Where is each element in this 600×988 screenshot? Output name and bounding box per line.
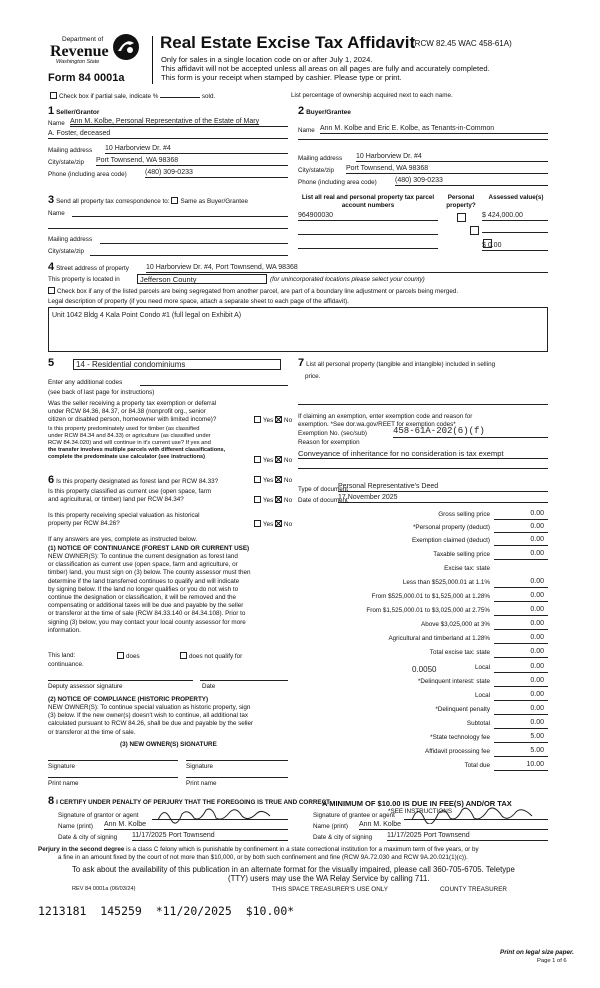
n1-line: or transferor at the time of sale (RCW 84.33.140 or 84.34.108). Prior to <box>48 610 246 618</box>
exemption-instruction-2: exemption. *See dor.wa.gov/REET for exemption codes* <box>298 421 456 428</box>
notice-continuance-text <box>48 553 296 635</box>
personal-col-header: Personal property? <box>446 194 476 209</box>
tax-row-field[interactable] <box>494 728 548 729</box>
header-note-3: This form is your receipt when stamped by cashier. Please type or print. <box>161 73 402 82</box>
section-3-number: 3 <box>48 194 55 206</box>
grantor-signature-field[interactable] <box>152 819 288 820</box>
n1-line: NEW OWNER(S): To continue the current designation as forest land <box>48 553 238 560</box>
tax-row-value: 0.00 <box>530 606 544 613</box>
tax-row-label: Exemption claimed (deduct) <box>411 537 490 544</box>
personal-property-checkbox-1[interactable] <box>457 213 466 222</box>
notice-compliance-title: (2) NOTICE OF COMPLIANCE (HISTORIC PROPERTY) <box>48 696 209 703</box>
tax-row-field[interactable] <box>494 601 548 602</box>
tax-corr-city-label: City/state/zip <box>48 248 85 255</box>
grantor-name-label: Name (print) <box>58 823 93 830</box>
tax-corr-address-field[interactable] <box>100 243 288 244</box>
tax-row-value: 0.00 <box>530 677 544 684</box>
owner-print-label-1: Print name <box>48 780 79 787</box>
section-7-row <box>298 357 495 370</box>
parcel-field-2[interactable] <box>298 234 438 235</box>
county-treasurer-label: COUNTY TREASURER <box>440 886 507 893</box>
tax-row-field[interactable] <box>494 559 548 560</box>
grantor-date-field[interactable]: 11/17/2025 Port Townsend <box>132 832 288 841</box>
dor-logo <box>48 33 148 73</box>
section-1-number: 1 <box>48 105 55 117</box>
owner-print-line-1[interactable] <box>48 777 178 778</box>
tax-corr-name-label: Name <box>48 210 65 217</box>
tax-row-label: From $525,000.01 to $1,525,000 at 1.28% <box>371 593 490 600</box>
form-title: Real Estate Excise Tax Affidavit <box>160 33 416 52</box>
tax-corr-city-field[interactable] <box>90 255 288 256</box>
segregated-row <box>48 287 458 296</box>
q2-yes-checkbox[interactable] <box>254 456 261 463</box>
personal-property-field[interactable] <box>298 404 548 405</box>
tax-corr-name-field[interactable] <box>72 216 288 217</box>
segregated-checkbox[interactable] <box>48 287 55 294</box>
tax-row-label: Above $3,025,000 at 3% <box>421 621 490 628</box>
deputy-date-label: Date <box>202 683 216 690</box>
seller-address-label: Mailing address <box>48 147 93 154</box>
dept-line1: Department of <box>62 36 104 43</box>
treasurer-use-label: THIS SPACE TREASURER'S USE ONLY <box>272 886 388 893</box>
q2-yes-no: Yes No <box>254 456 292 465</box>
parcel-field-3[interactable] <box>298 248 438 249</box>
buyer-phone-label: Phone (including area code) <box>298 179 377 186</box>
q5-no-checkbox[interactable] <box>275 520 282 527</box>
tax-row-label: *Delinquent penalty <box>435 706 490 713</box>
deputy-signature-line[interactable] <box>48 680 193 681</box>
perjury-notice: Perjury in the second degree is a class C felony which is punishable by confinement in a state correctional institution for a maximum term of five years, or by <box>38 846 479 853</box>
grantee-signature-field[interactable] <box>404 819 548 820</box>
exemption-reason-label: Reason for exemption <box>298 439 360 446</box>
tax-row-label: Subtotal <box>466 720 490 727</box>
n1-line: or classification as current use (open space, farm and agriculture, or <box>48 561 238 569</box>
q1-yes-no: Yes No <box>254 416 292 425</box>
q1-yes-checkbox[interactable] <box>254 416 261 423</box>
tax-row-field[interactable] <box>494 615 548 616</box>
assessed-value-2[interactable] <box>482 232 548 233</box>
tax-row-label: *Delinquent interest: state <box>417 678 490 685</box>
n2-line: or transferor at the time of sale. <box>48 728 136 736</box>
owner-signature-line-1[interactable] <box>48 760 178 761</box>
see-instructions-note: (see back of last page for instructions) <box>48 389 155 396</box>
q3-yes-checkbox[interactable] <box>254 476 261 483</box>
tax-corr-name-line2[interactable] <box>48 228 288 229</box>
header-note-2: This affidavit will not be accepted unless all areas on all pages are fully and accurately completed. <box>161 64 490 73</box>
form-number: Form 84 0001a <box>48 72 125 84</box>
tax-row-field[interactable] <box>494 643 548 644</box>
land-does-not-option: does not qualify for <box>180 652 242 661</box>
n1-line: continue the designation or classification, it will be removed and the <box>48 593 236 601</box>
tax-row-value: 0.00 <box>530 592 544 599</box>
tax-row-field[interactable] <box>494 756 548 757</box>
tax-row-field[interactable] <box>494 545 548 546</box>
timber-question-a: Is this property predominately used for timber (as classified <box>48 426 200 432</box>
seller-phone-field[interactable]: (480) 309-0233 <box>145 169 288 178</box>
q1-no-checkbox[interactable] <box>275 416 282 423</box>
tax-row-label: *Personal property (deduct) <box>412 524 490 531</box>
notice-continuance-title: (1) NOTICE OF CONTINUANCE (FOREST LAND OR CURRENT USE) <box>48 545 250 552</box>
county-select[interactable]: Jefferson County <box>137 274 267 284</box>
section-7-number: 7 <box>298 357 305 369</box>
legal-description-label: Legal description of property (if you need more space, attach a separate sheet to each page of the affidavit). <box>48 298 349 305</box>
unincorporated-note: (for unincorporated locations please select your county) <box>270 276 425 283</box>
revision-label: REV 84 0001a (06/03/24) <box>72 886 136 892</box>
tax-row-value: 10.00 <box>526 761 544 768</box>
grantor-name-field[interactable]: Ann M. Kolbe <box>104 821 288 830</box>
if-any-yes-note: If any answers are yes, complete as instructed below. <box>48 536 198 543</box>
timber-question-b: under RCW 84.34 and 84.33) or agriculture (as classified under <box>48 433 211 439</box>
tax-row-label: Local <box>474 664 490 671</box>
tax-row-label: Taxable selling price <box>433 551 490 558</box>
q3-yes-no: Yes No <box>254 476 292 485</box>
n1-line: signing (3) below, you may contact your local county assessor for more <box>48 618 246 626</box>
tax-row-value: 5.00 <box>530 747 544 754</box>
n1-line: compensating or additional taxes will be due and payable by the seller <box>48 602 244 610</box>
tax-row-value: 0.00 <box>530 550 544 557</box>
section-8-number: 8 <box>48 795 55 807</box>
grantor-date-label: Date & city of signing <box>58 834 118 841</box>
tax-row-field[interactable] <box>494 672 548 673</box>
exemption-number-label: Exemption No. (sec/sub) <box>298 430 367 437</box>
tax-row-label: From $1,525,000.01 to $3,025,000 at 2.75% <box>366 607 490 614</box>
q3-no-checkbox[interactable] <box>275 476 282 483</box>
grantee-date-field[interactable]: 11/17/2025 Port Townsend <box>387 832 548 841</box>
tax-row-field[interactable] <box>494 657 548 658</box>
street-address-label: Street address of property <box>56 265 129 272</box>
deputy-date-line[interactable] <box>200 680 288 681</box>
q4-yes-checkbox[interactable] <box>254 496 261 503</box>
certify-statement: I CERTIFY UNDER PENALTY OF PERJURY THAT THE FOREGOING IS TRUE AND CORRECT <box>56 799 331 806</box>
dept-state: Washington State <box>56 59 100 65</box>
grantee-name-label: Name (print) <box>313 823 348 830</box>
additional-codes-field[interactable] <box>140 385 288 386</box>
exemption-reason-line2[interactable] <box>298 468 548 469</box>
parcel-field-1[interactable]: 964900030 <box>298 212 438 221</box>
doc-type-field[interactable]: Personal Representative's Deed <box>338 483 548 492</box>
tax-row-value: 0.00 <box>530 620 544 627</box>
owner-print-line-2[interactable] <box>186 777 288 778</box>
section-3-header <box>48 194 248 207</box>
buyer-phone-field[interactable]: (480) 309-0233 <box>395 177 548 186</box>
personal-property-checkbox-2[interactable] <box>470 226 479 235</box>
this-land-label: This land: <box>48 652 76 659</box>
legal-paper-note: Print on legal size paper. <box>500 949 574 956</box>
owner-signature-line-2[interactable] <box>186 760 288 761</box>
legal-description-field[interactable] <box>48 307 548 352</box>
grantor-signature-label: Signature of grantor or agent <box>58 812 139 819</box>
buyer-address-label: Mailing address <box>298 155 343 162</box>
section-4-number: 4 <box>48 261 55 273</box>
tax-row-field[interactable] <box>494 532 548 533</box>
tax-row-label: Total due <box>464 762 490 769</box>
tax-row-label: Local <box>474 692 490 699</box>
section-2-title: Buyer/Grantee <box>306 109 351 116</box>
header-divider <box>152 36 153 84</box>
doc-date-label: Date of document <box>298 497 348 504</box>
tax-row-value: 0.00 <box>530 691 544 698</box>
exemption-number-field[interactable]: 458-61A-202(6)(f) <box>393 426 548 438</box>
page-number: Page 1 of 6 <box>537 958 567 964</box>
owner-signature-label-2: Signature <box>186 763 213 770</box>
exemption-question-1a: Was the seller receiving a property tax exemption or deferral <box>48 400 217 407</box>
seller-name-field[interactable]: Ann M. Kolbe, Personal Representative of the Estate of Mary <box>70 118 288 127</box>
tax-row-label: Total excise tax: state <box>429 649 490 656</box>
grantee-signature-label: Signature of grantee or agent <box>313 812 395 819</box>
street-address-field[interactable]: 10 Harborview Dr. #4, Port Townsend, WA 98368 <box>146 264 548 273</box>
tax-row-value: 0.00 <box>530 634 544 641</box>
owner-signature-label-1: Signature <box>48 763 75 770</box>
section-5-number: 5 <box>48 357 55 369</box>
tax-row-field[interactable] <box>494 700 548 701</box>
partial-sale-checkbox[interactable] <box>50 92 57 99</box>
tax-corr-address-label: Mailing address <box>48 236 93 243</box>
timber-question-e: complete the predominate use calculator (see instructions) <box>48 454 205 460</box>
same-as-buyer-checkbox[interactable] <box>171 197 178 204</box>
tax-row-field[interactable] <box>494 686 548 687</box>
see-instructions-footer: *SEE INSTRUCTIONS <box>388 808 453 815</box>
q2-no-checkbox[interactable] <box>275 456 282 463</box>
assessed-value-1[interactable]: $ 424,000.00 <box>482 212 548 221</box>
notice-compliance-text <box>48 704 296 737</box>
form-title-ref: (RCW 82.45 WAC 458-61A) <box>412 39 512 48</box>
n1-line: information. <box>48 626 81 634</box>
timber-question-c: RCW 84.34.020) and will continue in it's current use? If yes and <box>48 440 211 446</box>
exemption-question-1b: under RCW 84.36, 84.37, or 84.38 (nonprofit org., senior <box>48 408 206 415</box>
same-as-buyer-label: Same as Buyer/Grantee <box>180 198 249 205</box>
grantee-date-label: Date & city of signing <box>313 834 373 841</box>
exemption-reason-field[interactable]: Conveyance of inheritance for no consideration is tax exempt <box>298 449 548 459</box>
minimum-due-note: A MINIMUM OF $10.00 IS DUE IN FEE(S) AND/OR TAX <box>322 799 512 808</box>
buyer-address-field[interactable]: 10 Harborview Dr. #4 <box>356 153 548 162</box>
new-owner-signature-title: (3) NEW OWNER(S) SIGNATURE <box>120 741 217 748</box>
partial-sale-label: Check box if partial sale, indicate % <box>59 93 159 100</box>
section-1-title: Seller/Grantor <box>56 109 100 116</box>
buyer-name-label: Name <box>298 127 315 134</box>
tax-row-value: 5.00 <box>530 733 544 740</box>
timber-question-d: the transfer involves multiple parcels with different classifications, <box>48 447 226 453</box>
personal-property-label: List all personal property (tangible and intangible) included in selling <box>306 361 496 368</box>
doc-date-field[interactable]: 17 November 2025 <box>338 494 548 503</box>
section-2-number: 2 <box>298 105 305 117</box>
tax-row-field[interactable] <box>494 629 548 630</box>
n2-line: NEW OWNER(S): To continue special valuation as historic property, sign <box>48 704 251 711</box>
buyer-name-field[interactable]: Ann M. Kolbe and Eric E. Kolbe, as Tenants-in-Common <box>320 125 548 134</box>
ownership-note: List percentage of ownership acquired next to each name. <box>291 92 453 99</box>
deputy-signature-label: Deputy assessor signature <box>48 683 123 690</box>
dept-revenue: Revenue <box>50 43 109 60</box>
doc-type-label: Type of document <box>298 486 349 493</box>
n1-line: determine if the land transferred continues to qualify and will indicate <box>48 577 240 585</box>
seller-city-label: City/state/zip <box>48 159 85 166</box>
current-use-question-b: and agricultural, or timber) land per RCW 84.34? <box>48 496 184 503</box>
tax-row-field[interactable] <box>494 587 548 588</box>
section-6-number: 6 <box>48 474 55 486</box>
additional-codes-label: Enter any additional codes <box>48 379 123 386</box>
legal-description-text: Unit 1042 Bldg 4 Kala Point Condo #1 (full legal on Exhibit A) <box>52 312 242 319</box>
partial-percent-field[interactable] <box>160 97 200 98</box>
section-2-header <box>298 105 351 118</box>
accessibility-notice-2: (TTY) users may use the WA Relay Service by calling 711. <box>228 874 430 883</box>
seller-name-line2[interactable]: A. Foster, deceased <box>48 130 288 139</box>
grantee-name-field[interactable]: Ann M. Kolbe <box>359 821 548 830</box>
section-6-row <box>48 474 218 487</box>
seller-name-label: Name <box>48 120 65 127</box>
n2-line: calculated pursuant to RCW 84.26, shall be due and payable by the seller <box>48 720 254 728</box>
tax-row-field[interactable] <box>494 742 548 743</box>
tax-row-label: Affidavit processing fee <box>425 748 490 755</box>
historic-question-b: property per RCW 84.26? <box>48 520 120 527</box>
q5-yes-checkbox[interactable] <box>254 520 261 527</box>
land-does-checkbox[interactable] <box>117 652 124 659</box>
revenue-logo-icon <box>112 33 140 61</box>
tax-row-value: 0.00 <box>530 705 544 712</box>
tax-row-label: Excise tax: state <box>444 565 490 572</box>
personal-property-label-2: price. <box>305 373 321 380</box>
q4-no-checkbox[interactable] <box>275 496 282 503</box>
land-does-not-checkbox[interactable] <box>180 652 187 659</box>
tax-row-value: 0.00 <box>530 578 544 585</box>
section-3-label: Send all property tax correspondence to: <box>56 198 170 205</box>
tax-row-value: 0.00 <box>530 536 544 543</box>
forest-question: Is this property designated as forest land per RCW 84.33? <box>56 478 219 485</box>
buyer-city-label: City/state/zip <box>298 167 335 174</box>
continuance-label: continuance. <box>48 661 84 668</box>
perjury-notice-2: a fine in an amount fixed by the court of not more than $10,000, or by both such confinement and fine (RCW 9A.72.030 and RCW 9A.20.021(1)(c)). <box>58 854 468 861</box>
segregated-label: Check box if any of the listed parcels are being segregated from another parcel, are part of a boundary line adjustment or parcels being merged. <box>57 288 459 295</box>
local-rate-field[interactable]: 0.0050 <box>412 665 437 674</box>
n1-line: timber) land, you must sign on (3) below. The county assessor must then <box>48 569 251 577</box>
parcel-col-header: List all real and personal property tax parcel account numbers <box>301 194 435 209</box>
tax-row-value: 0.00 <box>530 523 544 530</box>
use-code-select[interactable]: 14 - Residential condominiums <box>73 359 281 370</box>
section-4-street-row <box>48 261 129 274</box>
tax-row-label: Agricultural and timberland at 1.28% <box>388 635 490 642</box>
tax-row-label: Less than $525,000.01 at 1.1% <box>402 579 490 586</box>
n2-line: (3) below. If the new owner(s) doesn't wish to continue, all additional tax <box>48 712 249 720</box>
seller-address-field[interactable]: 10 Harborview Dr. #4 <box>105 145 288 154</box>
n1-line: by signing below. If the land no longer qualifies or you do not wish to <box>48 585 239 593</box>
tax-row-value: 0.00 <box>530 510 544 517</box>
exemption-instruction-1: If claiming an exemption, enter exemption code and reason for <box>298 413 473 420</box>
assessed-col-header: Assessed value(s) <box>488 194 544 201</box>
tax-row-field[interactable] <box>494 519 548 520</box>
located-in-label: This property is located in <box>48 276 120 283</box>
tax-row-value: 0.00 <box>530 648 544 655</box>
seller-city-field[interactable]: Port Townsend, WA 98368 <box>96 157 288 166</box>
accessibility-notice: To ask about the availability of this publication in an alternate format for the visually impaired, please call 360-705-6705. Teletype <box>72 865 515 874</box>
header-note-1: Only for sales in a single location code on or after July 1, 2024. <box>161 55 373 64</box>
tax-row-label: Gross selling price <box>438 511 490 518</box>
tax-row-value: 0.00 <box>530 663 544 670</box>
partial-sold-label: sold. <box>201 93 216 100</box>
q4-yes-no: Yes No <box>254 496 292 505</box>
tax-row-field[interactable] <box>494 714 548 715</box>
tax-row-label: *State technology fee <box>430 734 490 741</box>
partial-sale-row <box>50 92 215 101</box>
section-1-header <box>48 105 99 118</box>
tax-row-field[interactable] <box>494 770 548 771</box>
tax-row-value: 0.00 <box>530 719 544 726</box>
seller-phone-label: Phone (including area code) <box>48 171 127 178</box>
buyer-name-line2[interactable] <box>298 139 548 140</box>
receipt-stamp: 1213181 145259 *11/20/2025 $10.00* <box>38 904 295 918</box>
buyer-city-field[interactable]: Port Townsend, WA 98368 <box>346 165 548 174</box>
land-does-option: does <box>117 652 140 661</box>
exemption-question-1c: citizen or disabled person, homeowner with limited income)? <box>48 416 217 423</box>
q5-yes-no: Yes No <box>254 520 292 529</box>
current-use-question-a: Is this property classified as current use (open space, farm <box>48 488 212 495</box>
assessed-value-3[interactable]: $ 0.00 <box>482 242 548 251</box>
owner-print-label-2: Print name <box>186 780 217 787</box>
historic-question-a: Is this property receiving special valuation as historical <box>48 512 200 519</box>
